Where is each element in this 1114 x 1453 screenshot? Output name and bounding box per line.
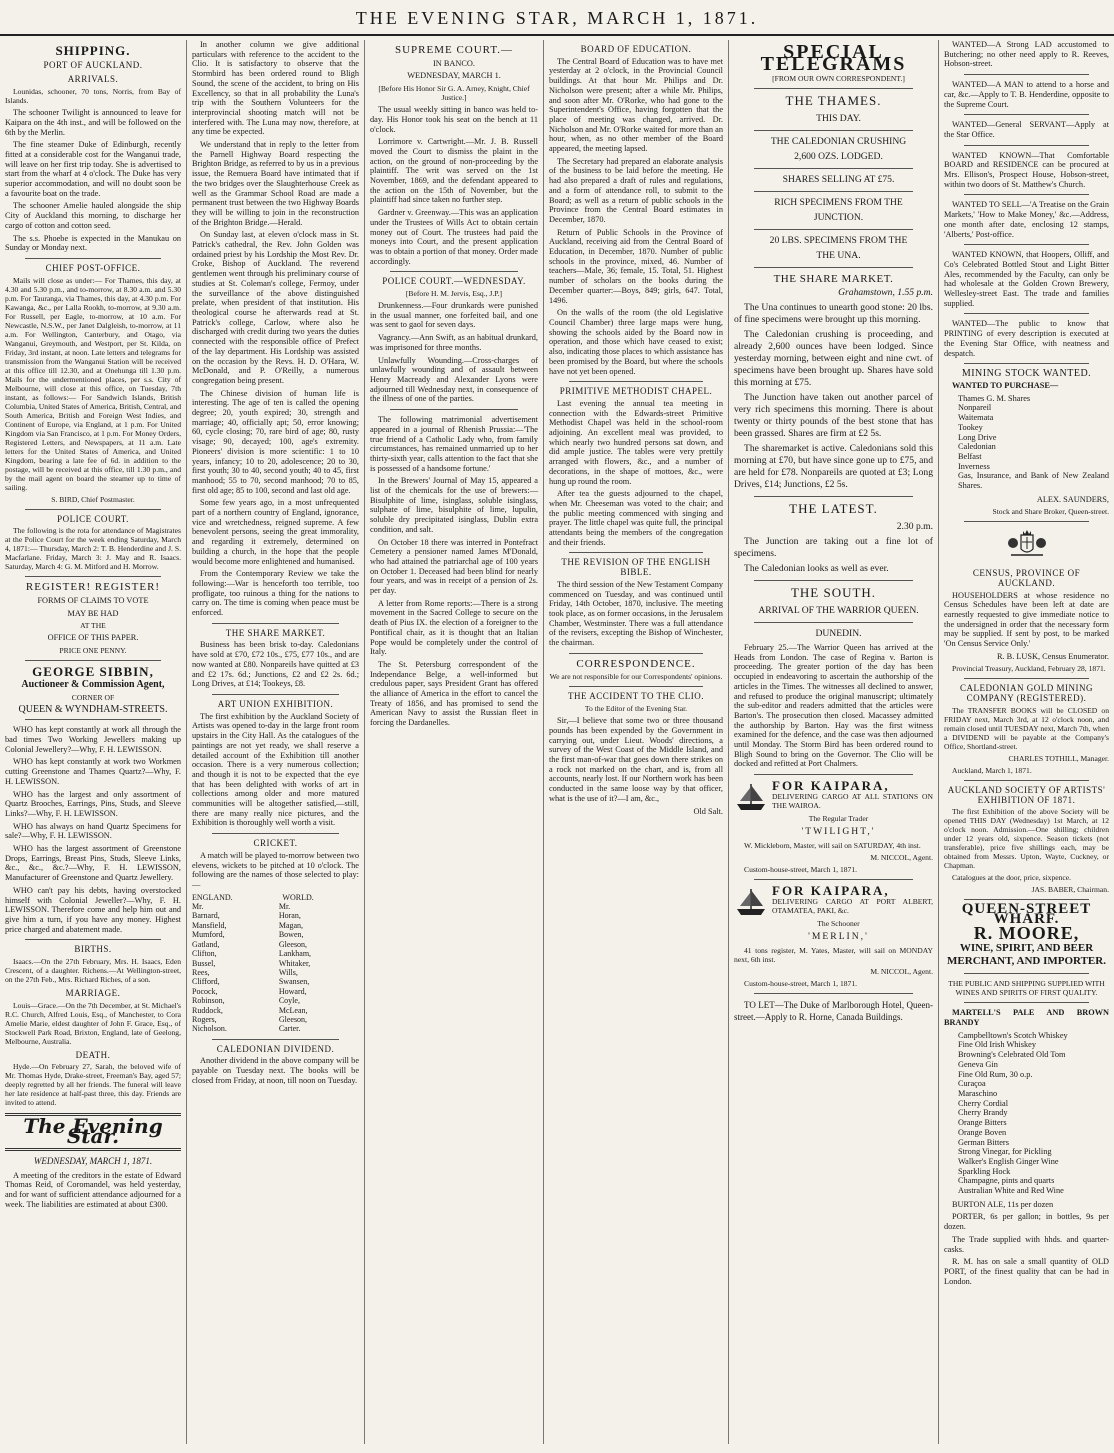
headline: THE CALEDONIAN CRUSHING [770, 136, 907, 147]
team-label: WORLD. [282, 892, 314, 902]
divider [754, 88, 913, 89]
player-name: Robinson, [192, 996, 225, 1006]
dividend-text: Another dividend in the above company will be payable on Tuesday next. The books will be closed from Friday, at noon, till noon on Tuesday. [192, 1056, 359, 1085]
artists-sign: JAS. BABER, Chairman. [1031, 885, 1109, 895]
paper-dateline: WEDNESDAY, MARCH 1, 1871. [33, 1155, 153, 1166]
artists-catalogue: Catalogues at the door, price, sixpence. [952, 873, 1072, 883]
divider [754, 774, 913, 775]
divider [754, 993, 913, 994]
register-heading: REGISTER! REGISTER! [25, 581, 161, 594]
telegram-para: The Caledonian looks as well as ever. [744, 563, 889, 574]
kaipara-agent: M. NICCOL, Agent. [870, 967, 933, 977]
telegram-para: The sharemarket is active. Caledonians sold this morning at £70, but have since gone up to £75, and are held for £78. Nonpareils are quoted at £3; Long Drives, £14; Junctions, £2 5s. [734, 443, 933, 490]
gold-sign: CHARLES TOTHILL, Manager. [1008, 753, 1109, 763]
divider [25, 576, 161, 577]
wine-item: Australian White and Red Wine [958, 1186, 1064, 1196]
telegram-source: [FROM OUR OWN CORRESPONDENT.] [772, 74, 905, 83]
player-name: Clifford, [192, 977, 220, 987]
lewisson-ad: WHO has the largest assortment of Greenstone Drops, Earrings, Breast Pins, Studs, Sleeve Links, &c., &c., &c.?—Why, F. H. LEWISSON, Manufacturer of Greenstone and Quartz Jewellery. [5, 844, 181, 883]
divider [390, 271, 518, 272]
player-name: Pocock, [192, 986, 218, 996]
team-england [192, 893, 272, 1034]
shipping-para: The fine steamer Duke of Edinburgh, recently fitted at a considerable cost for the Wanganui trade, will leave on her first trip today. She is advertised to start from the wharf at 4 o'clock. The Duke has very superior accommodation, and will no doubt soon be a favourite boat on the trade. [5, 140, 181, 198]
wanted-ad: WANTED—General SERVANT—Apply at the Star Office. [944, 120, 1109, 139]
wine-item: Campbelltown's Scotch Whiskey [958, 1030, 1068, 1040]
post-office-text: Mails will close as under:— For Thames, this day, at 4.30 and 5.30 p.m., and to-morrow, at 8.30 a.m. and 5.30 p.m. For Tauranga, via Thames, this day, at 4.30 p.m. For Kawanga, &c., per Lalla Rookh, to-morrow, at 9.30 a.m. For Russell, per Eagle, to-morrow, at 10 a.m. For Newcastle, N.S.W., per Janet Dalgleish, to-morrow, at 11 a.m. For Wellington, Canterbury, and Otago, via Wanganui, Greymouth, and Westport, per St. Kilda, on Friday, 3rd instant, at noon. Late letters and telegrams for transmission from the Wanganui Station will be received at this office till 12.30, and at Onehunga till 1.30 p.m. Mails for the undermentioned places, per s.s. City of Melbourne, will close at this office, on Tuesday, 7th instant, as follows:— For Sandwich Islands, British Columbia, United States of America, British, Central, and South America, British and Foreign West Indies, and Continent of Europe, via England, at 1 p.m. For United Kingdom via San Francisco, at 1 p.m. For Money Orders, Registered Letters, and Newspapers, at 11 a.m. Late letters for the United States of America, and United Kingdom, bearing a late fee of 6d. in addition to the postage, will be received at this office, till 1.30 p.m., and by the mail agent on board the steamer up to time of sailing. [5, 275, 181, 492]
police-court-heading: POLICE COURT.—WEDNESDAY. [382, 276, 526, 287]
police-court-text: The following is the rota for attendance of Magistrates at the Police Court for the week ending Saturday, March 4, 1871:— Thursday, March 2: T. B. Henderdine and J. S. Macfarlane. Friday, March 3: J. May and R. Isaacs. Saturday, March 4: G. M. Mitford and H. Morrow. [5, 526, 181, 572]
team-world [279, 893, 359, 1034]
kaipara-sub: DELIVERING CARGO AT ALL STATIONS ON THE WAIROA. [772, 792, 933, 811]
divider [754, 229, 913, 230]
primitive-chapel-heading: PRIMITIVE METHODIST CHAPEL. [559, 386, 713, 397]
porter-line: PORTER, 6s per gallon; in bottles, 9s per dozen. [944, 1212, 1109, 1232]
divider [964, 313, 1089, 314]
kaipara-office: Custom-house-street, March 1, 1871. [744, 979, 858, 989]
paper-nameplate: The Evening Star. [23, 1114, 163, 1149]
purchase-list [958, 394, 1109, 491]
port-heading: PORT OF AUCKLAND. [43, 59, 143, 70]
player-name: Mr. Horan, [278, 902, 301, 921]
court-para: Gardner v. Greenway.—This was an application under the Trustees of Wills Act to obtain certain money out of Court. The trustees had paid the moneys into Court, and the present application was to obtain a portion of that money. Order made accordingly. [370, 208, 538, 266]
wine-merchant: WINE, SPIRIT, AND BEER MERCHANT, AND IMPORTER. [947, 942, 1106, 968]
divider [964, 899, 1089, 900]
news-para: On Sunday last, at eleven o'clock mass in St. Patrick's cathedral, the Rev. John Golden was ordained priest by his Lordship the Most Rev. Dr. Croke, Bishop of Auckland. The reverend gentlemen went through his preliminary course of studies at St. Coleman's college, Fermoy, under the surveillance of the above distinguished prelate, when president of that institution. His theological course he afterwards read at St. Patrick's college, Carlow, where also he discharged with credit during two years the duties connected with the responsible office of Prefect of the lay department. His Lordship was assisted on the occasion by the Revs. H. D. O'Hara, W. McDonald, and P. O'Reilly, a numerous congregation being present. [192, 230, 359, 385]
sibbin-corner: CORNER OF [71, 692, 115, 702]
marriage-text: Louis—Grace.—On the 7th December, at St. Michael's R.C. Church, Alfred Louis, Esq., of Manchester, to Cora Amelie Marie, eldest daughter of John F. Grace, Esq., of Stockwell Park Road, Brixton, England, late of Geelong, Melbourne, Australia. [5, 1000, 181, 1046]
headline: SHARES SELLING AT £75. [782, 174, 895, 185]
shipping-para: The schooner Amelie hauled alongside the ship City of Auckland this morning, to discharge her cargo of cotton and cotton seed. [5, 201, 181, 230]
player-name: Bussel, [192, 958, 216, 968]
cricket-text: A match will be played to-morrow between two elevens, wickets to be pitched at 10 o'clock. The following are the names of those selected to play:— [192, 850, 359, 889]
latest-time: 2.30 p.m. [896, 521, 933, 532]
player-name: McLean, [278, 1005, 308, 1015]
broker-role: Stock and Share Broker, Queen-street. [992, 507, 1109, 517]
moore-name: R. MOORE, [973, 922, 1080, 943]
census-office: Provincial Treasury, Auckland, February 28, 1871. [952, 664, 1106, 674]
share-item: Nonpareil [958, 403, 992, 413]
player-name: Magan, [278, 920, 304, 930]
player-name: Wills, [278, 967, 298, 977]
wine-item: German Bitters [958, 1137, 1009, 1147]
player-name: Rees, [192, 967, 210, 977]
census-sign: R. B. LUSK, Census Enumerator. [996, 651, 1109, 661]
column-4 [543, 40, 728, 1444]
lewisson-ad: WHO has kept constantly at work two Workmen cutting Greenstone and Thames Quartz?—Why, F. H. LEWISSON. [5, 757, 181, 786]
wine-item: Orange Boven [958, 1127, 1007, 1137]
board-education-heading: BOARD OF EDUCATION. [580, 44, 692, 54]
thames-heading: THE THAMES. [785, 93, 882, 108]
news-para: The Chinese division of human life is interesting. The age of ten is called the opening degree; 20, youth expired; 30, strength and marriage; 40, officially apt; 50, error knowing; 60, cycle closing; 70, rare bird of age; 80, rusty visage; 90, decayed; 100, age's extremity. Pioneers' division is more scientific: 1 to 10 years, infancy; 10 to 20, adolescence; 20 to 30, first youth; 30 to 40, second youth; 40 to 45, first manhood; 55 to 70, second manhood; 70 to 85, first old age; 85 to 100, second and last old age. [192, 388, 359, 495]
chapel-para: After tea the guests adjourned to the chapel, when Mr. Cheeseman was voted to the chair; and the public meeting commenced with singing and prayer. The little chapel was quite full, the principal attendants being the members of the congregation and their friends. [549, 489, 723, 547]
warrior-headline: ARRIVAL OF THE WARRIOR QUEEN. [758, 605, 919, 616]
player-name: Howard, [278, 986, 307, 996]
court-para: The usual weekly sitting in banco was held to-day. His Honor took his seat on the bench at 11 o'clock. [370, 105, 538, 134]
art-union-text: The first exhibition by the Auckland Society of Artists was opened to-day in the large front room upstairs in the City Hall. As the catalogues of the paintings are not yet ready, we shall reserve a detailed account of the Exhibition till another occasion. There is a very numerous collection; and though it is not to be expected that the eye that has been delighted with works of art in collections among older and more matured communities will be altogether satisfied,—still, there are many really nice pictures, and the Exhibition is thoroughly well worth a visit. [192, 711, 359, 828]
telegram-para: The Junction are taking out a fine lot of specimens. [734, 536, 933, 559]
player-name: Mr. Barnard, [192, 902, 220, 921]
births-heading: BIRTHS. [74, 944, 112, 955]
price-line: PRICE ONE PENNY. [59, 646, 127, 656]
player-name: Ruddock, [192, 1005, 223, 1015]
gold-date: Auckland, March 1, 1871. [952, 765, 1032, 775]
dividend-heading: CALEDONIAN DIVIDEND. [216, 1043, 335, 1054]
player-name: Gatland, [192, 939, 220, 949]
share-item: Caledonian [958, 442, 996, 452]
news-para: We understand that in reply to the letter from the Parnell Highway Board respecting the Brighton Bridge, as referred to by us in a previous issue, the Remuera Board have intimated that if the two bridges over the Slaughterhouse Creek as well as the Grammar School Road are made a permanent trust between the two Highway Boards they will be willing to join in the reconstruction of the Brighton Bridge.—Herald. [192, 140, 359, 227]
divider [964, 194, 1089, 195]
police-para: Drunkenness.—Four drunkards were punished in the usual manner, one forfeited bail, and one was sent to gaol for seven days. [370, 301, 538, 330]
kaipara-title: FOR KAIPARA, [772, 883, 890, 899]
lewisson-ad: WHO has always on hand Quartz Specimens for sale?—Why, F. H. LEWISSON. [5, 821, 181, 841]
player-name: Bowen, [278, 930, 304, 940]
player-name: Clifton, [192, 949, 217, 959]
player-name: Gleeson, [278, 939, 308, 949]
revision-para: The third session of the New Testament Company commenced on Tuesday, and was continued until Friday, 14th October, 1870, inclusive. The meeting took place, as on former occasions, in the Jerusalem Chamber, Westminster. There was a full attendance of the revisers, excepting the Bishop of Winchester, the chairman. [549, 579, 723, 648]
divider [569, 653, 703, 654]
divider [964, 114, 1089, 115]
divider [754, 191, 913, 192]
ship-icon [734, 885, 768, 919]
column-3 [364, 40, 543, 1444]
player-name: Nicholson. [192, 1024, 227, 1034]
divider [964, 973, 1089, 974]
lewisson-ad: WHO has kept constantly at work all through the bad times Two Working Jewellers making up Colonial Jewellery?—Why, F. H. LEWISSON. [5, 725, 181, 754]
sibbin-trade: Auctioneer & Commission Agent, [21, 678, 165, 690]
trade-line: The Trade supplied with hhds. and quarter-casks. [944, 1234, 1109, 1254]
office-line: OFFICE OF THIS PAPER. [47, 633, 139, 643]
court-date: WEDNESDAY, MARCH 1. [407, 71, 501, 81]
wine-item: Champagne, pints and quarts [958, 1176, 1055, 1186]
share-item: Long Drive [958, 432, 997, 442]
share-item: Waitemata [958, 413, 994, 423]
wanted-ad: WANTED KNOWN—That Comfortable BOARD and RESIDENCE can be procured at Mrs. Ellison's, Prospect House, Hobson-street, within two doors of St. Matthew's Church. [944, 150, 1109, 189]
to-let-ad: TO LET—The Duke of Marlborough Hotel, Queen-street.—Apply to R. Horne, Canada Buildings. [734, 1000, 933, 1023]
wanted-ad: WANTED—A Strong LAD accustomed to Butchering; no other need apply to R. Reeves, Hobson-street. [944, 40, 1109, 69]
player-name: Swansen, [278, 977, 310, 987]
dunedin-label: DUNEDIN. [815, 628, 862, 639]
team-label: ENGLAND. [192, 892, 233, 902]
divider [212, 694, 339, 695]
revision-heading: THE REVISION OF THE ENGLISH BIBLE. [561, 557, 711, 578]
share-item: Tookey [958, 422, 983, 432]
divider [390, 409, 518, 410]
grahamstown-time: Grahamstown, 1.55 p.m. [838, 287, 933, 298]
wanted-ad: WANTED—A MAN to attend to a horse and car, &c.—Apply to T. B. Henderdine, opposite to the Supreme Court. [944, 80, 1109, 109]
kaipara-ad-2 [734, 885, 933, 919]
share-market-heading: THE SHARE MARKET. [225, 627, 326, 638]
old-port-line: R. M. has on sale a small quantity of OLD PORT, of the finest quality that can be had in London. [944, 1257, 1109, 1286]
column-6 [938, 40, 1114, 1444]
divider [25, 258, 161, 259]
news-para: The St. Petersburg correspondent of the Independance Belge, a well-informed but credulous paper, says President Grant has offered the alliance of America in the effort to cancel the Treaty of 1856, and has promised to send the American Navy to assist the Russian fleet in forcing the Dardanelles. [370, 659, 538, 728]
kaipara-sub: DELIVERING CARGO AT PORT ALBERT, OTAMATEA, PAKI, &c. [772, 897, 933, 916]
share-item: Gas, Insurance, and Bank of New Zealand Shares. [958, 471, 1109, 491]
divider [754, 130, 913, 131]
ship-icon [734, 780, 768, 814]
headline: RICH SPECIMENS FROM THE [774, 197, 903, 208]
births-text: Isaacs.—On the 27th February, Mrs. H. Isaacs, Eden Crescent, of a daughter. Richens.—At Wellington-street, on the 27th Feb., Mrs. Richard Riches, of a son. [5, 957, 181, 985]
share-item: Thames G. M. Shares [958, 393, 1031, 403]
arrivals-heading: ARRIVALS. [67, 74, 119, 85]
wine-item: Curaçoa [958, 1079, 986, 1089]
divider [964, 244, 1089, 245]
post-office-sign: S. BIRD, Chief Postmaster. [51, 494, 135, 504]
player-name: Coyle, [278, 996, 300, 1006]
divider [569, 552, 703, 553]
share-item: Inverness [958, 461, 990, 471]
in-banco: IN BANCO. [433, 58, 475, 68]
census-text: HOUSEHOLDERS at whose residence no Census Schedules have been left at date are earnestly requested to give immediate notice to the undersigned in order that the necessary form may be supplied. If sent by post, to be marked 'On Census Service Only.' [944, 590, 1109, 649]
cricket-teams [192, 893, 359, 1034]
kaipara-ad-1 [734, 780, 933, 814]
kaipara-ship: 'MERLIN,' [808, 931, 869, 943]
divider [212, 623, 339, 624]
telegram-para: February 25.—The Warrior Queen has arrived at the Heads from London. The case of Regina v. Barton is proceeding. The greater portion of the day has been occupied in endeavoring to ascertain the authorship of the articles in the Times. The witnesses all declined to answer, and refused to produce the original manuscript; ultimately the sub-editor and readers admitted that the articles were Barton's. The prosecution then closed. Macassey admitted the authorship by Barton. Hay was the first witness examined for the defence, and the case was then adjourned until Monday. The Storm Bird has been ordered round to Bligh Sound to bring on the Governor. The Clio will be docked and refitted at Port Chalmers. [734, 643, 933, 769]
divider [754, 879, 913, 880]
special-telegrams-heading: SPECIAL TELEGRAMS [760, 41, 907, 75]
divider [964, 521, 1089, 522]
player-name: Mumford, [192, 930, 225, 940]
supreme-court-heading: SUPREME COURT.— [394, 44, 514, 56]
divider [754, 496, 913, 497]
marriage-heading: MARRIAGE. [65, 988, 121, 999]
board-para: On the walls of the room (the old Legislative Council Chamber) three large maps were hung, showing the schools aided by the Board now in operation, and those which have ceased to exist; also, indicating those places to which assistance has been promised by the Board, but where the schools have not yet been opened. [549, 308, 723, 376]
wanted-ad: WANTED KNOWN, that Hoopers, Olliff, and Co's Celebrated Bottled Stout and Light Bitter Ales, recommended by the Faculty, can only be had wholesale at the Golden Crown Brewery, Wellesley-street East. The trade and families supplied. [944, 250, 1109, 308]
broker-name: ALEX. SAUNDERS, [1036, 494, 1109, 504]
death-heading: DEATH. [75, 1049, 111, 1060]
divider [569, 686, 703, 687]
wine-item: Fine Old Rum, 30 o.p. [958, 1069, 1033, 1079]
divider [754, 580, 913, 581]
divider [25, 660, 161, 661]
shipping-heading: SHIPPING. [55, 43, 131, 58]
arrival-entry: Lounidas, schooner, 70 tons, Norris, from Bay of Islands. [5, 87, 181, 106]
wine-item: Fine Old Irish Whiskey [958, 1040, 1036, 1050]
news-para: A letter from Rome reports:—There is a strong movement in the Sacred College to secure on the death of Pius IX. the election of a foreigner to the Pontifical chair, as it is thought that an Italian Pope would be completely under the control of Italy. [370, 598, 538, 657]
wine-item: Maraschino [958, 1089, 998, 1098]
news-para: Some few years ago, in a most unfrequented part of a northern country of England, ignorance, vice and wretchedness, reigned supreme. A few benevolent persons, seeing the great immorality, and regarding it extremely, determined on building a church, in the hope that the people would become more enlightened and humanised. [192, 498, 359, 566]
correspondence-note: We are not responsible for our Correspondents' opinions. [549, 672, 723, 682]
shipping-para: The schooner Twilight is announced to leave for Kaipara on the 4th inst., and will be followed on the 6th by the Merlin. [5, 108, 181, 137]
wine-item: Sparkling Hock [958, 1166, 1011, 1176]
masthead-title: THE EVENING STAR, MARCH 1, 1871. [355, 8, 759, 28]
wine-item: Browning's Celebrated Old Tom [958, 1050, 1066, 1060]
divider [964, 145, 1089, 146]
public-line: THE PUBLIC AND SHIPPING SUPPLIED WITH WINES AND SPIRITS OF FIRST QUALITY. [948, 979, 1105, 998]
south-heading: THE SOUTH. [790, 585, 877, 600]
at-the-line: AT THE [80, 621, 106, 631]
artists-heading: AUCKLAND SOCIETY OF ARTISTS' EXHIBITION OF 1871. [947, 784, 1106, 805]
divider [25, 939, 161, 940]
martell-line: MARTELL'S PALE AND BROWN BRANDY [944, 1008, 1109, 1028]
latest-heading: THE LATEST. [789, 501, 878, 516]
may-be-line: MAY BE HAD [67, 608, 119, 618]
divider [964, 1002, 1089, 1003]
news-para: On October 18 there was interred in Pontefract Cemetery a pensioner named James M'Donald, who had attained the patriarchal age of 100 years on October 1. Deceased had been blind for nearly four years, and was in receipt of a pension of 2s. per day. [370, 537, 538, 596]
caledonian-gold-heading: CALEDONIAN GOLD MINING COMPANY (REGISTERED). [960, 683, 1093, 704]
board-para: The Secretary had prepared an elaborate analysis of the business to be laid before the meeting. He had also prepared a draft of rules and regulations, and a form of attendance roll, to submit to the Board; as well as a return of public schools in the Province from the Central Board estimates in December, 1870. [549, 156, 723, 224]
police-before: [Before H. M. Jervis, Esq., J.P.] [405, 289, 503, 299]
police-court-heading: POLICE COURT. [57, 513, 129, 524]
headline: 2,600 OZS. LODGED. [794, 151, 883, 162]
headline: THE UNA. [816, 250, 861, 261]
burton-line: BURTON ALE, 11s per dozen [952, 1199, 1054, 1209]
divider [754, 267, 913, 268]
kaipara-trader: The Regular Trader [808, 814, 869, 824]
kaipara-ship: 'TWILIGHT,' [801, 826, 876, 838]
purchase-heading: WANTED TO PURCHASE— [952, 380, 1059, 390]
kaipara-trader: The Schooner [817, 919, 860, 929]
lewisson-ad: WHO has the largest and only assortment of Quartz Brooches, Earrings, Pins, Studs, and Sleeve Links?—Why, F. H. LEWISSON. [5, 789, 181, 818]
divider [964, 780, 1089, 781]
wanted-ad: WANTED—The public to know that PRINTING of every description is executed at the Evening Star Office, with neatness and despatch. [944, 319, 1109, 358]
headline: 20 LBS. SPECIMENS FROM THE [769, 235, 908, 246]
telegram-para: The Caledonian crushing is proceeding, and already 2,600 ounces have been lodged. Since yesterday morning, between eight and nine cwt. of specimens have been brought up. Shares have sold this morning at £75. [734, 329, 933, 388]
kaipara-text: 41 tons register, M. Yates, Master, will sail on MONDAY next, 6th inst. [734, 946, 933, 965]
kaipara-text: W. Mickleborn, Master, will sail on SATURDAY, 4th inst. [744, 841, 921, 851]
this-day: THIS DAY. [816, 113, 861, 124]
divider [25, 719, 161, 720]
divider [754, 168, 913, 169]
telegram-para: The Junction have taken out another parcel of very rich specimens this morning. There is about twenty or thirty pounds of the best stone that has been grassed. Shares are firm at £2 5s. [734, 392, 933, 439]
player-name: Gleeson, [278, 1014, 308, 1024]
police-para: Unlawfully Wounding.—Cross-charges of unlawfully wounding and of assault between Henry Macready and Alexander Lyons were adjourned till Wednesday next, in consequence of the illness of one of the parties. [370, 355, 538, 404]
telegram-para: The Una continues to unearth good stone: 20 lbs. of fine specimens were brought up this morning. [734, 302, 933, 325]
divider [212, 833, 339, 834]
chapel-para: Last evening the annual tea meeting in connection with the Edwards-street Primitive Methodist Chapel was held in the school-room adjoining. An excellent meal was provided, to which nearly two hundred persons sat down, and did ample justice. The tables were very prettily arranged with flowers, &c., and a number of decorations, in the shape of mottoes, &c., were hung up round the room. [549, 398, 723, 486]
court-para: Lorrimore v. Cartwright.—Mr. J. B. Russell moved the Court to dismiss the plaint in the action, on the ground of non-proceeding by the plaintiff. The writ was served on the 1st November, 1869, and the defendant appeared to the action on the 15th of November, but the plaintiff had since taken no further step. [370, 137, 538, 205]
clio-heading: THE ACCIDENT TO THE CLIO. [567, 691, 705, 702]
divider [212, 1039, 339, 1040]
share-market-heading: THE SHARE MARKET. [773, 273, 894, 285]
wine-item: Orange Bitters [958, 1118, 1007, 1128]
sibbin-streets: QUEEN & WYNDHAM-STREETS. [18, 703, 168, 715]
court-before: [Before His Honor Sir G. A. Arney, Knight, Chief Justice.] [378, 84, 530, 103]
police-para: Vagrancy.—Ann Swift, as an habitual drunkard, was imprisoned for three months. [370, 333, 538, 352]
cricket-heading: CRICKET. [253, 838, 298, 849]
shipping-para: The s.s. Phoebe is expected in the Manukau on Sunday or Monday next. [5, 233, 181, 253]
double-rule [5, 1148, 181, 1151]
royal-crest-icon [944, 527, 1109, 564]
divider [964, 363, 1089, 364]
wine-item: Cherry Brandy [958, 1108, 1008, 1118]
player-name: Rogers, [192, 1014, 217, 1024]
column-2 [186, 40, 364, 1444]
clio-to: To the Editor of the Evening Star. [584, 704, 688, 714]
wine-item: Cherry Cordial [958, 1098, 1009, 1108]
news-para: The following matrimonial advertisement appeared in a journal of Rhenish Prussia:—'The true friend of a Catholic Lady who, from family circumstances, has remained unmarried up to her thirty-sixth year, calls attention to the fact that she is possessed of a handsome fortune.' [370, 415, 538, 473]
share-market-text: Business has been brisk to-day. Caledonians have sold at £70, £72 10s., £75, £77 10s., and are now wanted at £80. Nonpareils have quitted at £3 and £2 17s. 6d.; Junctions, £2 and £2 2s. 6d.; Long Drives, at £14; Tookeys, £8. [192, 640, 359, 689]
wine-list [958, 1031, 1109, 1196]
wine-item: Strong Vinegar, for Pickling [958, 1147, 1052, 1157]
player-name: Carter. [278, 1024, 301, 1034]
board-para: The Central Board of Education was to have met yesterday at 2 o'clock, in the Provincial Council buildings. At that hour Mr. Philips and Dr. Nicholson were present; after a while Mr. Philips, and soon after Mr. O'Rorke, who had gone to the Superintendent's Office, having forgotten that the place of meeting was changed, arrived. Dr. Nicholson and Mr. O'Rorke waited for more than an hour, when, as no other member of the Board appeared, the meeting lapsed. [549, 56, 723, 154]
correspondence-heading: CORRESPONDENCE. [576, 657, 696, 670]
kaipara-office: Custom-house-street, March 1, 1871. [744, 865, 858, 875]
wanted-ad: WANTED TO SELL—'A Treatise on the Grain Markets,' 'How to Make Money,' &c.—Address, one month after date, enclosing 12 stamps, 'Alberts,' Post-office. [944, 200, 1109, 239]
post-office-heading: CHIEF POST-OFFICE. [45, 262, 141, 273]
gold-text: The TRANSFER BOOKS will be CLOSED on FRIDAY next, March 3rd, at 12 o'clock noon, and remain closed until TUESDAY next, March 7th, when a DIVIDEND will be payable at the Company's Office, Shortland-street. [944, 705, 1109, 751]
forms-line: FORMS OF CLAIMS TO VOTE [37, 596, 149, 606]
column-5 [728, 40, 938, 1444]
headline: JUNCTION. [813, 212, 864, 223]
divider [964, 678, 1089, 679]
column-1 [0, 40, 186, 1444]
board-para: Return of Public Schools in the Province of Auckland, receiving aid from the Central Board of Education, in December, 1870. Number of public schools in the province, mixed, 46. Number of teachers—Male, 36; female, 15. Total, 51. Highest number of scholars on the books during the December quarter:—Boys, 849; girls, 647. Total, 1496. [549, 227, 723, 305]
divider [964, 74, 1089, 75]
share-item: Belfast [958, 451, 982, 461]
news-para: In another column we give additional particulars with reference to the accident to the Clio. It is satisfactory to observe that the Stormbird has been ordered round to Bligh Sound, the scene of the accident, to bring on His Excellency, so that in all probability the Luna's trip with the Southern Volunteers for the interprovincial shooting match will not be interfered with. The Luna may now, therefore, at any time be expected. [192, 40, 359, 137]
news-para: From the Contemporary Review we take the following:—War is henceforth too terrible, too profligate, too ruinous a thing for the nations to carry on. The time is coming when peace must be enforced. [192, 569, 359, 618]
artists-text: The first Exhibition of the above Society will be opened THIS DAY (Wednesday) 1st March, at 12 o'clock noon. Admission.—One shilling; children under 12 years old, sixpence. Season tickets (not transferable), price five shillings each, may be obtained from Messrs. Upton, Wayte, Cuckney, or Chapman. [944, 807, 1109, 871]
player-name: Whitaker, [278, 958, 311, 968]
mining-stock-heading: MINING STOCK WANTED. [961, 368, 1092, 380]
masthead [0, 0, 1114, 36]
lewisson-ad: WHO can't pay his debts, having overstocked himself with Colonial Jeweller?—Why, F. H. LEWISSON. Therefore come and help him out and give him a turn, if you have any money. Highest price charged and abatement made. [5, 885, 181, 934]
death-text: Hyde.—On February 27, Sarah, the beloved wife of Mr. Thomas Hyde, Drake-street, Freeman's Bay, aged 57; deeply regretted by all her friends. The funeral will leave her late residence at half-past three, this day. Friends are invited to attend. [5, 1062, 181, 1108]
sibbin-name: GEORGE SIBBIN, [32, 664, 154, 680]
divider [569, 381, 703, 382]
census-heading: CENSUS, PROVINCE OF AUCKLAND. [972, 568, 1081, 588]
news-para: In the Brewers' Journal of May 15, appeared a list of the chemicals for the use of brewers:—Bisulphite of lime, isinglass, soluble isinglass, sulphate of lime, bisulphite of lime, lupulin, soluble dry precipitated isinglass, Dublin extra condition, and salt. [370, 476, 538, 534]
divider [754, 622, 913, 623]
leader-para: A meeting of the creditors in the estate of Edward Thomas Reid, of Coromandel, was held yesterday, and for want of sufficient attendance adjourned for a week. The liabilities are estimated at about £300. [5, 1170, 181, 1209]
player-name: Lankham, [278, 949, 312, 959]
divider [25, 509, 161, 510]
clio-signature: Old Salt. [693, 806, 723, 816]
wharf-heading: QUEEN-STREET WHARF. [961, 901, 1092, 927]
wine-item: Geneva Gin [958, 1059, 998, 1069]
clio-letter: Sir,—I believe that some two or three thousand pounds has been expended by the Government in carrying out, under Lieut. Woods' directions, a survey of the West Coast of the Middle Island, and the first man-of-war that goes down there strikes on a rock not marked on the chart, and is, from all accounts, nearly lost. If our Northern work has been conducted in the same loose way by that officer, what is the use of it?—I am, &c., [549, 716, 723, 803]
art-union-heading: ART UNION EXHIBITION. [217, 699, 334, 709]
wine-item: Walker's English Ginger Wine [958, 1156, 1059, 1166]
kaipara-title: FOR KAIPARA, [772, 778, 890, 794]
player-name: Mansfield, [192, 920, 227, 930]
kaipara-agent: M. NICCOL, Agent. [870, 853, 933, 863]
